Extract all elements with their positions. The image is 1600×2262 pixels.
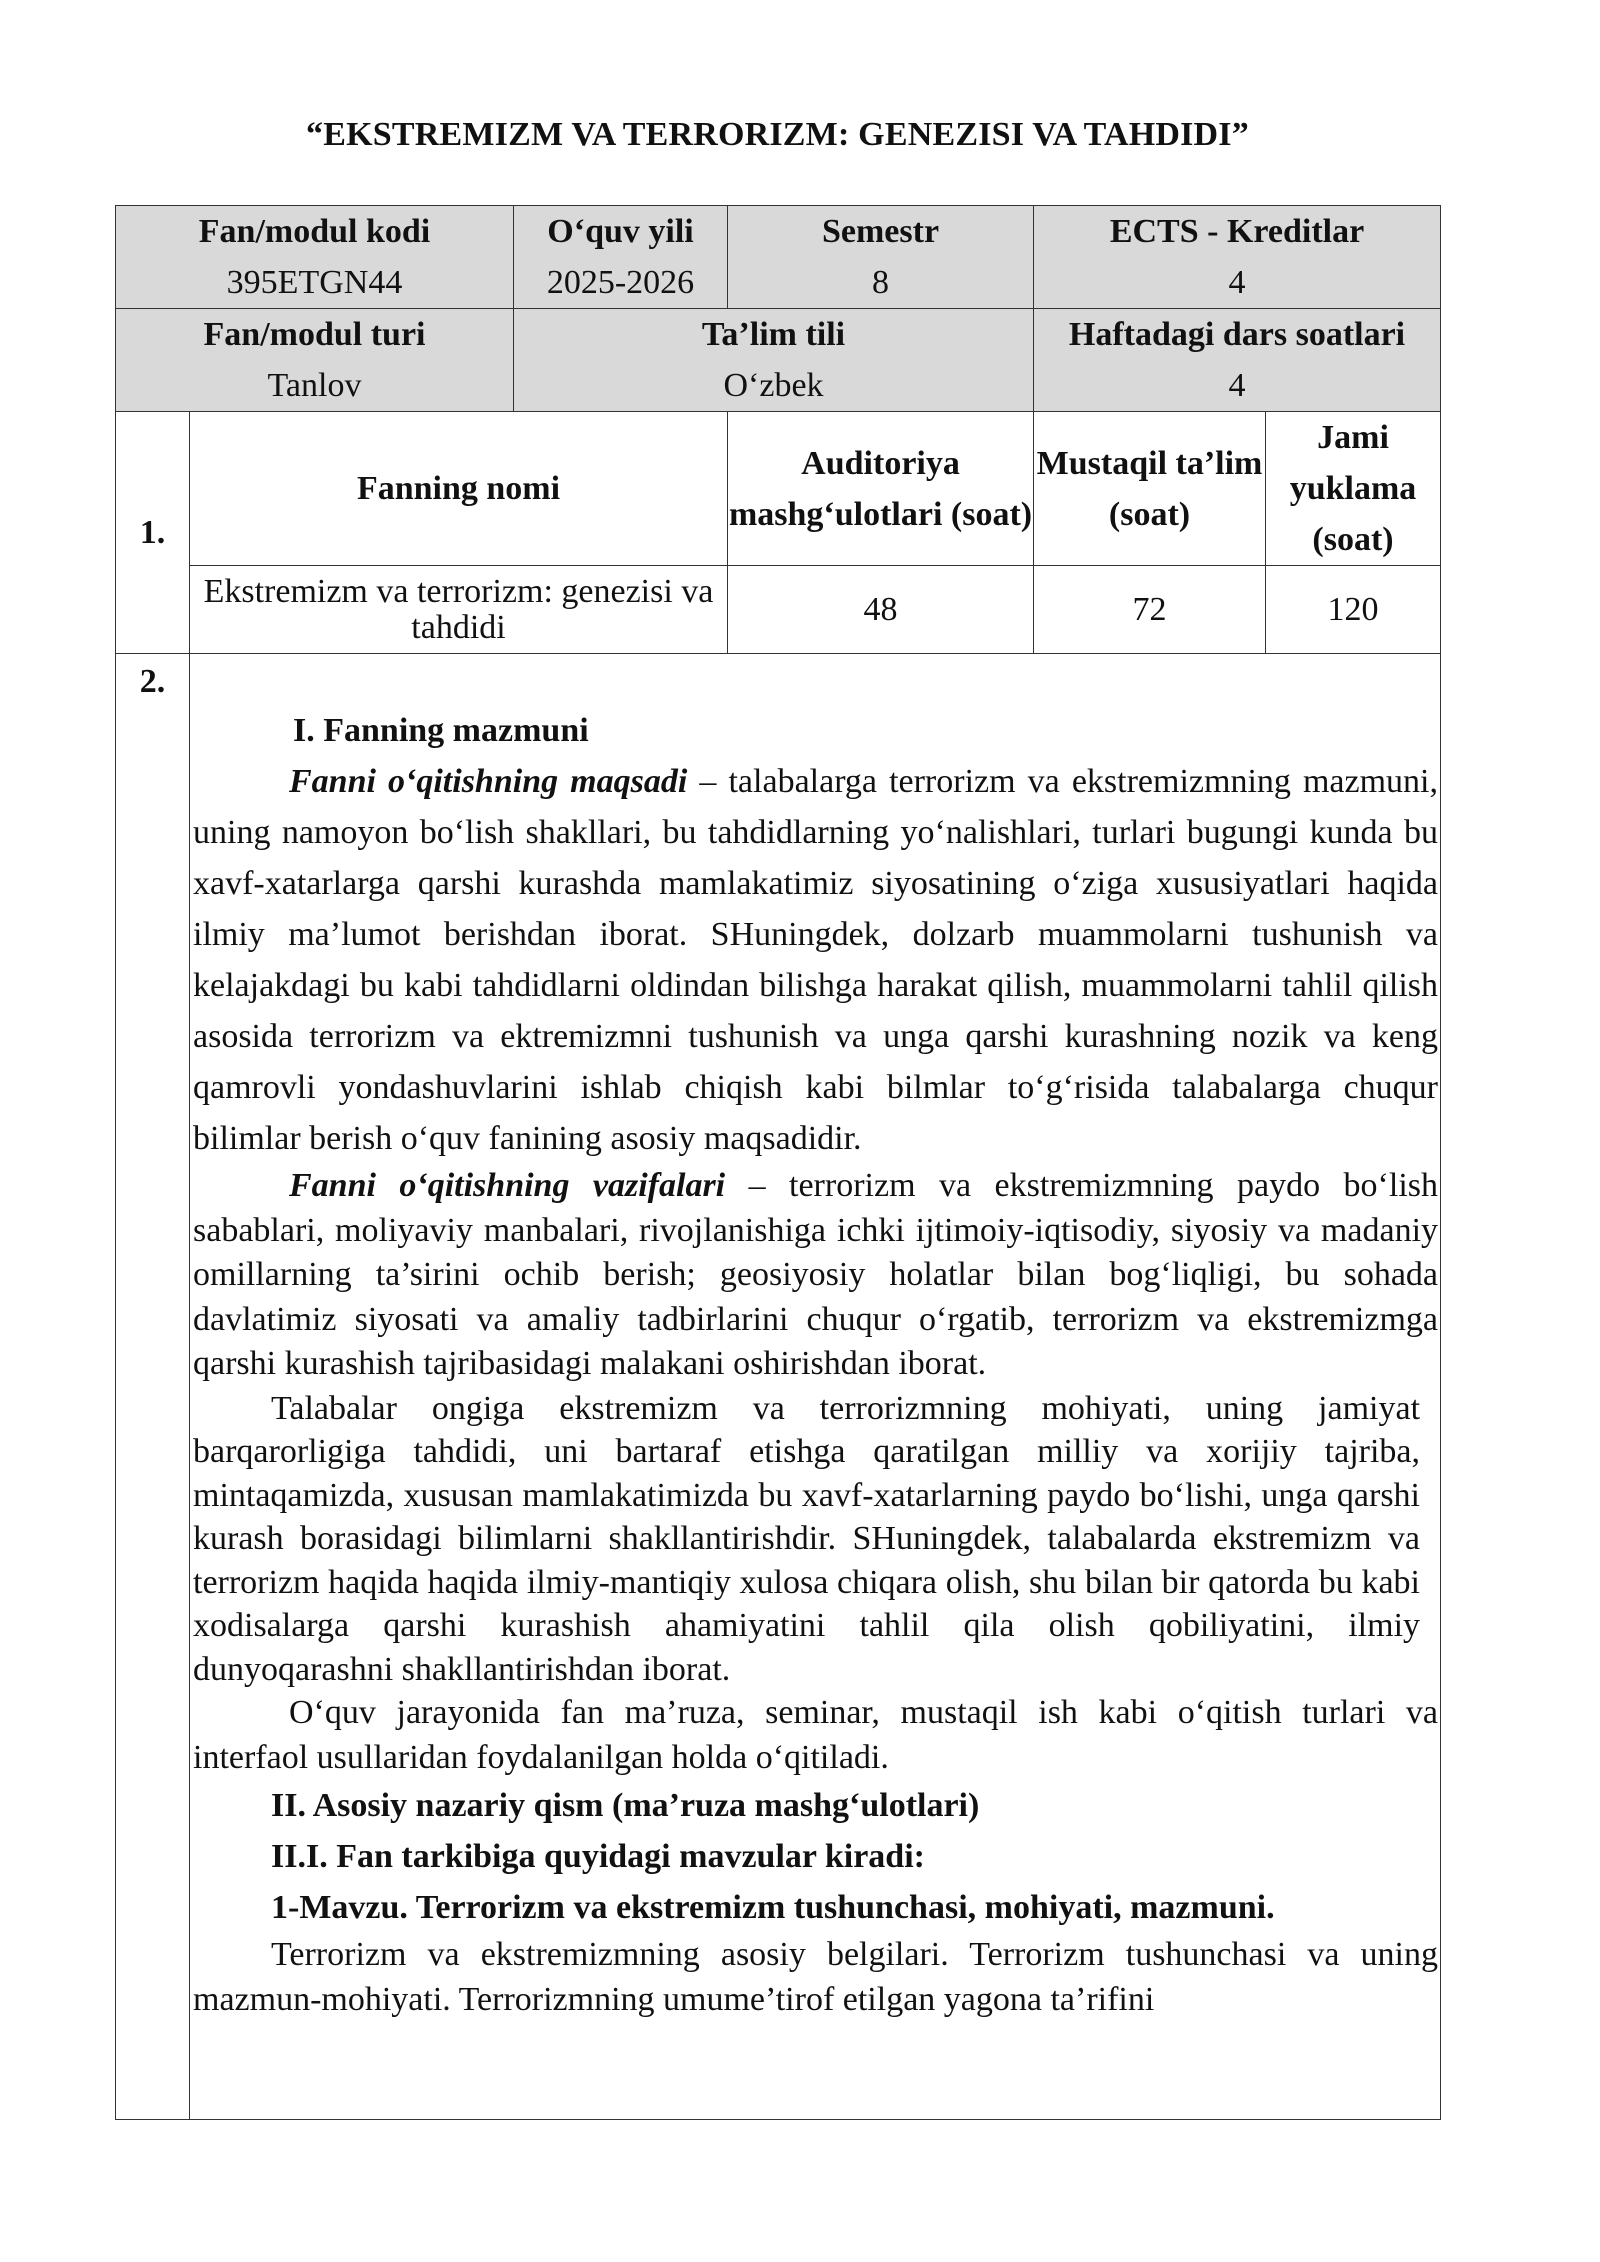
- language-header: Ta’lim tili: [701, 316, 846, 353]
- module-type-cell: [116, 309, 514, 412]
- language-cell: [514, 309, 1034, 412]
- paragraph-5: Terrorizm va ekstremizmning asosiy belgilari. Terrorizm tushunchasi va uning mazmun-mohiyati. Terrorizmning umume’tirof etilgan yagona ta’rifini: [193, 1936, 1439, 2018]
- language-value: O‘zbek: [723, 367, 824, 404]
- module-code-cell: [116, 206, 514, 309]
- section-2-number: 2.: [116, 654, 190, 2120]
- course-table: [115, 205, 1441, 2120]
- tasks-text: – terrorizm va ekstremizmning paydo bo‘lish sabablari, moliyaviy manbalari, rivojlanishiga ichki ijtimoiy-iqtisodiy, siyosiy va madaniy omillarning ta’sirini ochib berish; geosiyosiy holatlar bilan bog‘liqligi, bu sohada davlatimiz siyosati va amaliy tadbirlarini chuqur o‘rgatib, terrorizm va ekstremizmga qarshi kurashish tajribasidagi malakani oshirishdan iborat.: [193, 1167, 1439, 1382]
- academic-year-cell: [514, 206, 728, 309]
- section-1-header-row: [116, 412, 1441, 566]
- tasks-paragraph: [193, 1164, 1438, 1387]
- goal-paragraph: [193, 756, 1438, 1164]
- total-load-value: 120: [1266, 566, 1441, 654]
- document-title: “EKSTREMIZM VA TERRORIZM: GENEZISI VA TAHDIDI”: [306, 116, 1249, 153]
- section-1-number: 1.: [116, 412, 190, 654]
- info-row-1: [116, 206, 1441, 309]
- heading-4: 1-Mavzu. Terrorizm va ekstremizm tushunchasi, mohiyati, mazmuni.: [271, 1889, 1275, 1926]
- goal-label: Fanni o‘qitishning maqsadi: [289, 763, 688, 800]
- tasks-label: Fanni o‘qitishning vazifalari: [289, 1167, 726, 1204]
- module-code-value: 395ETGN44: [226, 264, 403, 301]
- semester-value: 8: [872, 264, 890, 301]
- course-content: [190, 654, 1441, 2120]
- module-code-header: Fan/modul kodi: [198, 213, 431, 250]
- academic-year-header: O‘quv yili: [547, 213, 694, 250]
- heading-3: II.I. Fan tarkibiga quyidagi mavzular kiradi:: [271, 1838, 925, 1875]
- weekly-hours-cell: [1034, 309, 1441, 412]
- auditorium-header: Auditoriya mashg‘ulotlari (soat): [728, 412, 1034, 566]
- course-name-header: Fanning nomi: [190, 412, 728, 566]
- goal-text: – talabalarga terrorizm va ekstremizmning mazmuni, uning namoyon bo‘lish shakllari, bu tahdidlarning yo‘nalishlari, turlari bugungi kunda bu xavf-xatarlarga qarshi kurashda mamlakatimiz siyosatining o‘ziga xususiyatlari haqida ilmiy ma’lumot berishdan iborat. SHuningdek, dolzarb muammolarni tushunish va kelajakdagi bu kabi tahdidlarni oldindan bilishga harakat qilish, muammolarni tahlil qilish asosida terrorizm va ektremizmni tushunish va unga qarshi kurashning nozik va keng qamrovli yondashuvlarini ishlab chiqish kabi bilmlar to‘g‘risida talabalarga chuqur bilimlar berish o‘quv fanining asosiy maqsadidir.: [193, 763, 1439, 1157]
- semester-cell: [728, 206, 1034, 309]
- auditorium-value: 48: [728, 566, 1034, 654]
- academic-year-value: 2025-2026: [546, 264, 695, 301]
- section-1-value-row: [116, 566, 1441, 654]
- independent-study-header: Mustaqil ta’lim (soat): [1034, 412, 1266, 566]
- module-type-header: Fan/modul turi: [203, 316, 426, 353]
- ects-cell: [1034, 206, 1441, 309]
- course-name-value: Ekstremizm va terrorizm: genezisi va tahdidi: [190, 566, 728, 654]
- section-2-row: [116, 654, 1441, 2120]
- paragraph-4: O‘quv jarayonida fan ma’ruza, seminar, mustaqil ish kabi o‘qitish turlari va interfaol usullaridan foydalanilgan holda o‘qitiladi.: [193, 1694, 1439, 1776]
- content-heading: I. Fanning mazmuni: [293, 712, 589, 749]
- ects-value: 4: [1228, 264, 1246, 301]
- semester-header: Semestr: [821, 213, 940, 250]
- info-row-2: [116, 309, 1441, 412]
- heading-2: II. Asosiy nazariy qism (ma’ruza mashg‘ulotlari): [271, 1787, 980, 1824]
- weekly-hours-value: 4: [1228, 367, 1246, 404]
- paragraph-3: Talabalar ongiga ekstremizm va terrorizmning mohiyati, uning jamiyat barqarorligiga tahdidi, uni bartaraf etishga qaratilgan milliy va xorijiy tajriba, mintaqamizda, xususan mamlakatimizda bu xavf-xatarlarning paydo bo‘lishi, unga qarshi kurash borasidagi bilimlarni shakllantirishdir. SHuningdek, talabalarda ekstremizm va terrorizm haqida haqida ilmiy-mantiqiy xulosa chiqara olish, shu bilan bir qatorda bu kabi xodisalarga qarshi kurashish ahamiyatini tahlil qila olish qobiliyatini, ilmiy dunyoqarashni shakllantirishdan iborat.: [193, 1389, 1421, 1688]
- weekly-hours-header: Haftadagi dars soatlari: [1068, 316, 1406, 353]
- ects-header: ECTS - Kreditlar: [1109, 213, 1365, 250]
- total-load-header: Jami yuklama (soat): [1266, 412, 1441, 566]
- module-type-value: Tanlov: [267, 367, 362, 404]
- independent-study-value: 72: [1034, 566, 1266, 654]
